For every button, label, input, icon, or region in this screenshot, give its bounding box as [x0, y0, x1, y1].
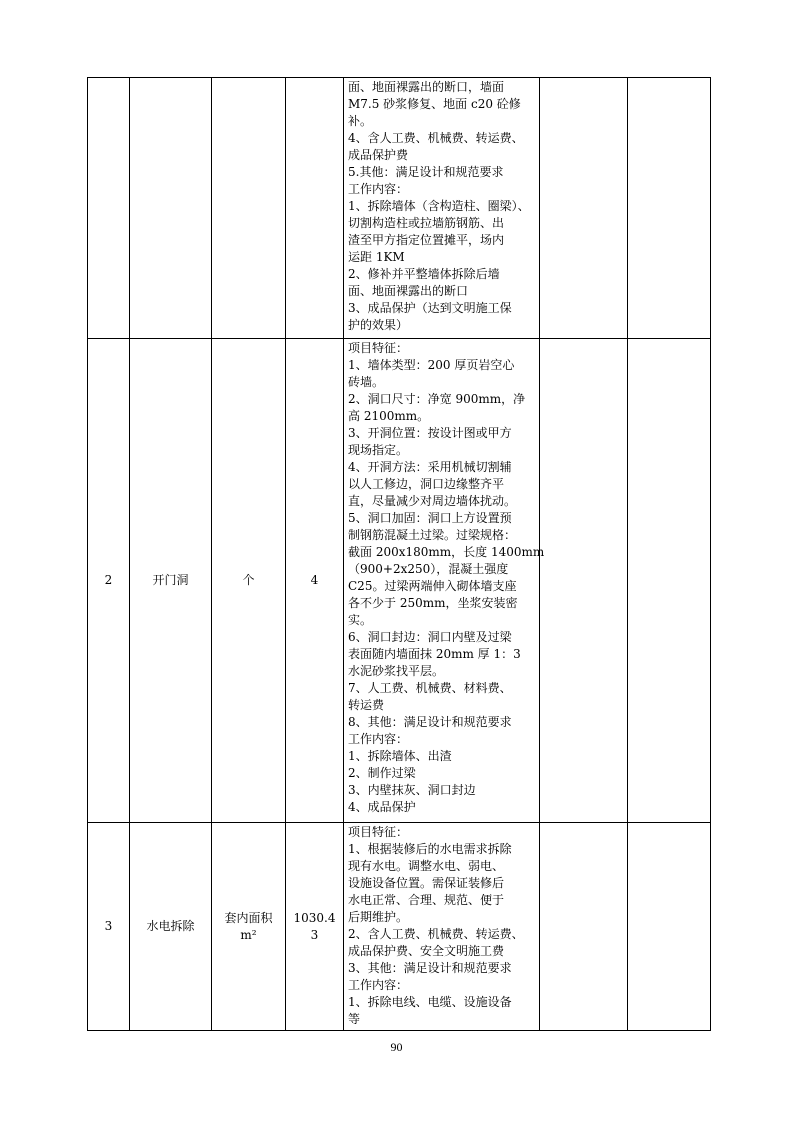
- description-line: 6、洞口封边：洞口内壁及过梁: [348, 630, 512, 644]
- quantity-line: 3: [310, 927, 319, 942]
- unit-price-cell: [540, 339, 628, 823]
- unit-cell: [212, 78, 286, 339]
- unit-price-cell: [540, 78, 628, 339]
- description-line: 3、其他：满足设计和规范要求: [348, 961, 512, 975]
- description-line: 4、开洞方法：采用机械切割辅: [348, 460, 512, 474]
- description-line: （900+2x250），混凝土强度: [348, 562, 509, 576]
- description-line: 8、其他：满足设计和规范要求: [348, 715, 512, 729]
- description-cell: [344, 823, 540, 1031]
- description-line: 1、墙体类型：200 厚页岩空心: [348, 358, 515, 372]
- description-line: 1、拆除墙体、出渣: [348, 749, 452, 763]
- description-line: 渣至甲方指定位置摊平，场内: [348, 233, 505, 247]
- description-line: 现场指定。: [348, 443, 409, 457]
- description-line: 面、地面裸露出的断口: [348, 284, 469, 298]
- quantity-cell: [286, 78, 344, 339]
- description-line: 3、内壁抹灰、洞口封边: [348, 783, 476, 797]
- total-price-cell: [628, 339, 711, 823]
- item-name-cell: [130, 78, 212, 339]
- table-row: [88, 78, 711, 339]
- item-number-cell: 2: [88, 339, 130, 823]
- description-line: 成品保护费、安全文明施工费: [348, 944, 505, 958]
- description-line: 工作内容：: [348, 182, 409, 196]
- unit-symbol: m²: [240, 927, 257, 942]
- description-line: 2、洞口尺寸：净宽 900mm，净: [348, 392, 526, 406]
- description-line: 3、成品保护（达到文明施工保: [348, 301, 512, 315]
- total-price-cell: [628, 78, 711, 339]
- unit-cell: 个: [212, 339, 286, 823]
- unit-price-cell: [540, 823, 628, 1031]
- quantity-cell: 4: [286, 339, 344, 823]
- description-line: 切割构造柱或拉墙筋钢筋、出: [348, 216, 505, 230]
- description-line: 转运费: [348, 698, 385, 712]
- description-line: M7.5 砂浆修复、地面 c20 砼修: [348, 97, 521, 111]
- description-line: 5.其他：满足设计和规范要求: [348, 165, 504, 179]
- description-line: 补。: [348, 114, 373, 128]
- description-line: 5、洞口加固：洞口上方设置预: [348, 511, 512, 525]
- description-cell: [344, 339, 545, 823]
- description-line: 1、拆除电线、电缆、设施设备: [348, 995, 512, 1009]
- table-row: [88, 823, 711, 1031]
- description-line: 1、根据装修后的水电需求拆除: [348, 842, 512, 856]
- page-number: 90: [390, 1040, 403, 1054]
- description-line: 护的效果）: [348, 318, 409, 332]
- description-cell: [344, 78, 540, 339]
- description-line: 以人工修边，洞口边缘整齐平: [348, 477, 505, 491]
- unit-cell: [212, 823, 286, 1031]
- description-line: 运距 1KM: [348, 250, 405, 264]
- item-name-cell: 水电拆除: [130, 823, 212, 1031]
- description-line: 设施设备位置。需保证装修后: [348, 876, 505, 890]
- item-number-cell: [88, 78, 130, 339]
- description-line: C25。过梁两端伸入砌体墙支座: [348, 579, 517, 593]
- description-line: 7、人工费、机械费、材料费、: [348, 681, 512, 695]
- description-line: 水电正常、合理、规范、便于: [348, 893, 505, 907]
- description-line: 项目特征：: [348, 825, 409, 839]
- description-line: 直，尽量减少对周边墙体扰动。: [348, 494, 517, 508]
- description-line: 等: [348, 1012, 361, 1026]
- description-line: 水泥砂浆找平层。: [348, 664, 445, 678]
- table-row: [88, 339, 711, 823]
- description-line: 2、含人工费、机械费、转运费、: [348, 927, 524, 941]
- description-line: 截面 200x180mm，长度 1400mm: [348, 545, 545, 559]
- description-line: 2、制作过梁: [348, 766, 416, 780]
- description-line: 4、含人工费、机械费、转运费、: [348, 131, 524, 145]
- item-number-cell: 3: [88, 823, 130, 1031]
- description-line: 各不少于 250mm，坐浆安装密: [348, 596, 518, 610]
- description-line: 实。: [348, 613, 373, 627]
- description-line: 3、开洞位置：按设计图或甲方: [348, 426, 512, 440]
- description-line: 成品保护费: [348, 148, 409, 162]
- unit-text: 套内面积: [224, 910, 273, 925]
- bill-of-quantities-table: [87, 77, 711, 1031]
- description-line: 后期维护。: [348, 910, 409, 924]
- item-name-cell: 开门洞: [130, 339, 212, 823]
- description-line: 制钢筋混凝土过梁。过梁规格：: [348, 528, 517, 542]
- description-line: 1、拆除墙体（含构造柱、圈梁）、: [348, 199, 530, 213]
- quantity-cell: [286, 823, 344, 1031]
- description-line: 工作内容：: [348, 732, 409, 746]
- description-line: 现有水电。调整水电、弱电、: [348, 859, 505, 873]
- description-line: 项目特征：: [348, 341, 409, 355]
- description-line: 面、地面裸露出的断口，墙面: [348, 80, 505, 94]
- total-price-cell: [628, 823, 711, 1031]
- description-line: 2、修补并平整墙体拆除后墙: [348, 267, 500, 281]
- description-line: 4、成品保护: [348, 800, 416, 814]
- quantity-line: 1030.4: [293, 910, 336, 925]
- description-line: 表面随内墙面抹 20mm 厚 1：3: [348, 647, 521, 661]
- description-line: 工作内容：: [348, 978, 409, 992]
- description-line: 高 2100mm。: [348, 409, 430, 423]
- description-line: 砖墙。: [348, 375, 385, 389]
